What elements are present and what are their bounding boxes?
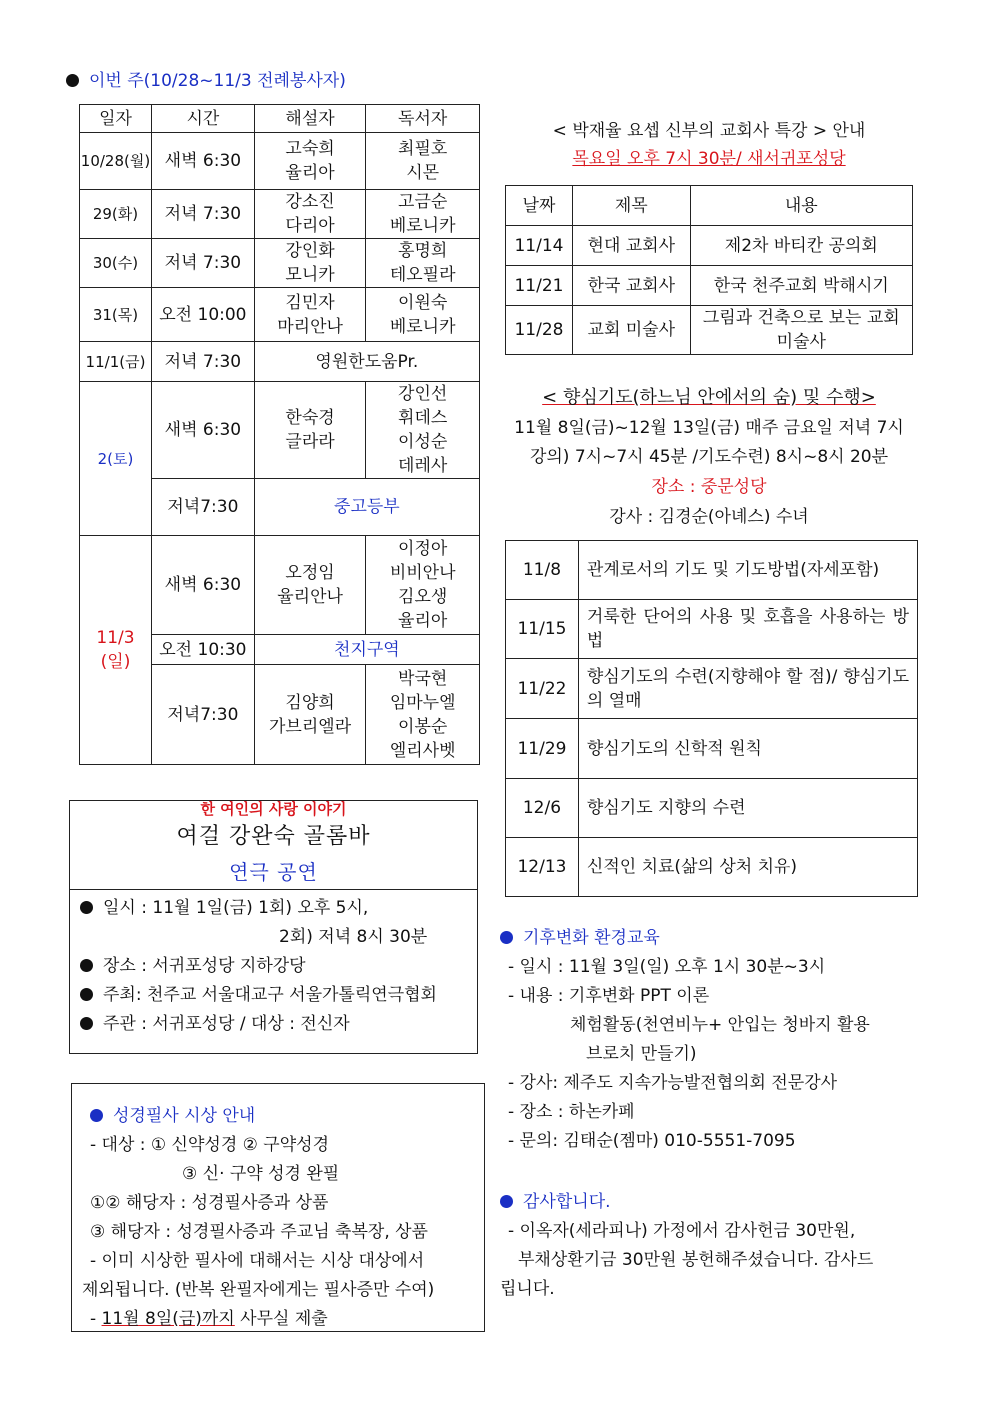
date-cell: 11/1(금) xyxy=(80,342,152,382)
list-item: 부채상환기금 30만원 봉헌해주셨습니다. 감사드 xyxy=(518,1250,874,1270)
time-cell: 저녁7:30 xyxy=(151,479,254,536)
list-item: ③ 해당자 : 성경필사증과 주교님 축복장, 상품 xyxy=(90,1222,428,1242)
merged-cell: 중고등부 xyxy=(254,479,479,536)
header-content: 내용 xyxy=(690,186,912,226)
bullet-icon xyxy=(90,1109,103,1122)
reader-cell: 이원숙 베로니카 xyxy=(366,288,480,342)
list-item: - 일시 : 11월 3일(일) 오후 1시 30분~3시 xyxy=(508,957,826,977)
bullet-icon xyxy=(80,1017,93,1030)
thanks-section xyxy=(500,1188,925,1304)
play-subtitle: 연극 공연 xyxy=(229,860,318,884)
list-item: 주최: 천주교 서울대교구 서울가톨릭연극협회 xyxy=(80,981,477,1010)
list-item: ③ 신· 구약 성경 완필 xyxy=(182,1164,340,1184)
reader-cell: 박국현 임마누엘 이봉순 엘리사벳 xyxy=(366,665,480,765)
deadline-text: 11월 8일(금)까지 xyxy=(101,1309,235,1329)
prayer-lecturer: 강사 : 김경순(아녜스) 수녀 xyxy=(609,507,809,527)
list-item: - 문의: 김태순(젬마) 010-5551-7095 xyxy=(508,1131,796,1151)
reader-cell: 홍명희 테오필라 xyxy=(366,239,480,288)
merged-cell: 천지구역 xyxy=(254,635,479,665)
date-cell: 11/3 (일) xyxy=(80,536,152,765)
table-row xyxy=(80,190,480,239)
play-kicker: 한 여인의 사랑 이야기 xyxy=(200,800,347,818)
list-item: 장소 : 서귀포성당 지하강당 xyxy=(80,952,477,981)
commentator-cell: 강인화 모니카 xyxy=(254,239,366,288)
header-title: 제목 xyxy=(572,186,690,226)
climate-title: 기후변화 환경교육 xyxy=(500,924,925,953)
table-header-row xyxy=(80,105,480,133)
table-row xyxy=(80,382,480,479)
play-box xyxy=(69,800,478,1054)
table-row: 12/13 신적인 치료(삶의 상처 치유) xyxy=(506,838,918,897)
list-item: - 내용 : 기후변화 PPT 이론 xyxy=(508,986,710,1006)
list-item: - 대상 : ① 신약성경 ② 구약성경 xyxy=(90,1135,329,1155)
list-item: 주관 : 서귀포성당 / 대상 : 전신자 xyxy=(80,1010,477,1039)
bullet-icon xyxy=(80,901,93,914)
table-row xyxy=(80,133,480,190)
prayer-place: 장소 : 중문성당 xyxy=(651,477,767,497)
time-cell: 저녁 7:30 xyxy=(151,342,254,382)
bible-title: 성경필사 시상 안내 xyxy=(82,1102,484,1131)
commentator-cell: 강소진 다리아 xyxy=(254,190,366,239)
time-cell: 저녁 7:30 xyxy=(151,239,254,288)
time-cell: 저녁 7:30 xyxy=(151,190,254,239)
time-cell: 오전 10:30 xyxy=(151,635,254,665)
time-cell: 새벽 6:30 xyxy=(151,536,254,635)
list-item: 일시 : 11월 1일(금) 1회) 오후 5시, xyxy=(80,894,477,923)
prayer-table xyxy=(505,540,918,897)
table-row xyxy=(80,288,480,342)
list-item: 브로치 만들기) xyxy=(586,1044,697,1064)
servers-heading: 이번 주(10/28~11/3 전례봉사자) xyxy=(66,67,346,96)
table-header-row xyxy=(506,186,913,226)
lecture-table xyxy=(505,185,913,355)
play-details xyxy=(70,889,477,1039)
table-row: 12/6 향심기도 지향의 수련 xyxy=(506,779,918,838)
header-commentator: 해설자 xyxy=(254,105,366,133)
table-row xyxy=(80,239,480,288)
reader-cell: 최필호 시몬 xyxy=(366,133,480,190)
bullet-icon xyxy=(500,931,513,944)
header-date: 날짜 xyxy=(506,186,573,226)
list-item: - 이미 시상한 필사에 대해서는 시상 대상에서 xyxy=(90,1251,425,1271)
reader-cell: 이정아 비비안나 김오생 율리아 xyxy=(366,536,480,635)
date-cell: 31(목) xyxy=(80,288,152,342)
lecture-subtitle: 목요일 오후 7시 30분/ 새서귀포성당 xyxy=(572,149,846,169)
list-item: - 이옥자(세라피나) 가정에서 감사헌금 30만원, xyxy=(508,1221,856,1241)
merged-cell: 영원한도움Pr. xyxy=(254,342,479,382)
commentator-cell: 한숙경 글라라 xyxy=(254,382,366,479)
list-item: ①② 해당자 : 성경필사증과 상품 xyxy=(90,1193,329,1213)
play-title: 여걸 강완숙 골롬바 xyxy=(176,824,371,849)
prayer-times: 강의) 7시~7시 45분 /기도수련) 8시~8시 20분 xyxy=(529,447,889,467)
list-item: - 강사: 제주도 지속가능발전협의회 전문강사 xyxy=(508,1073,838,1093)
table-row xyxy=(80,342,480,382)
table-row: 11/21 한국 교회사 한국 천주교회 박해시기 xyxy=(506,266,913,306)
time-cell: 새벽 6:30 xyxy=(151,133,254,190)
list-item: 제외됩니다. (반복 완필자에게는 필사증만 수여) xyxy=(82,1280,435,1300)
commentator-cell: 고숙희 율리아 xyxy=(254,133,366,190)
table-row: 11/15 거룩한 단어의 사용 및 호흡을 사용하는 방법 xyxy=(506,600,918,659)
prayer-schedule: 11월 8일(금)~12월 13일(금) 매주 금요일 저녁 7시 xyxy=(514,418,904,438)
date-cell: 30(수) xyxy=(80,239,152,288)
reader-cell: 고금순 베로니카 xyxy=(366,190,480,239)
time-cell: 오전 10:00 xyxy=(151,288,254,342)
commentator-cell: 김양희 가브리엘라 xyxy=(254,665,366,765)
time-cell: 새벽 6:30 xyxy=(151,382,254,479)
bullet-icon xyxy=(80,988,93,1001)
bullet-icon xyxy=(500,1195,513,1208)
servers-table xyxy=(79,104,480,765)
table-row: 11/14 현대 교회사 제2차 바티칸 공의회 xyxy=(506,226,913,266)
table-row: 11/22 향심기도의 수련(지향해야 할 점)/ 향심기도의 열매 xyxy=(506,659,918,719)
header-date: 일자 xyxy=(80,105,152,133)
date-cell: 2(토) xyxy=(80,382,152,536)
table-row: 11/8 관계로서의 기도 및 기도방법(자세포함) xyxy=(506,541,918,600)
date-cell: 29(화) xyxy=(80,190,152,239)
table-row: 11/28 교회 미술사 그림과 건축으로 보는 교회 미술사 xyxy=(506,306,913,355)
time-cell: 저녁7:30 xyxy=(151,665,254,765)
list-item: - 11월 8일(금)까지 사무실 제출 xyxy=(90,1309,328,1329)
commentator-cell: 오정임 율리안나 xyxy=(254,536,366,635)
table-row: 11/29 향심기도의 신학적 원칙 xyxy=(506,719,918,779)
list-item: - 장소 : 하논카페 xyxy=(508,1102,635,1122)
list-item: 립니다. xyxy=(500,1279,555,1299)
bullet-icon xyxy=(66,74,79,87)
reader-cell: 강인선 휘데스 이성순 데레사 xyxy=(366,382,480,479)
header-time: 시간 xyxy=(151,105,254,133)
bible-box xyxy=(71,1083,485,1332)
table-row xyxy=(80,536,480,635)
thanks-title: 감사합니다. xyxy=(500,1188,925,1217)
prayer-title: < 향심기도(하느님 안에서의 숨) 및 수행> xyxy=(542,387,876,408)
lecture-title: < 박재율 요셉 신부의 교회사 특강 > 안내 xyxy=(552,121,866,141)
commentator-cell: 김민자 마리안나 xyxy=(254,288,366,342)
bullet-icon xyxy=(80,959,93,972)
list-item: 체험활동(천연비누+ 안입는 청바지 활용 xyxy=(570,1015,870,1035)
list-item: 2회) 저녁 8시 30분 xyxy=(279,927,428,947)
date-cell: 10/28(월) xyxy=(80,133,152,190)
climate-section xyxy=(500,924,925,1156)
header-reader: 독서자 xyxy=(366,105,480,133)
